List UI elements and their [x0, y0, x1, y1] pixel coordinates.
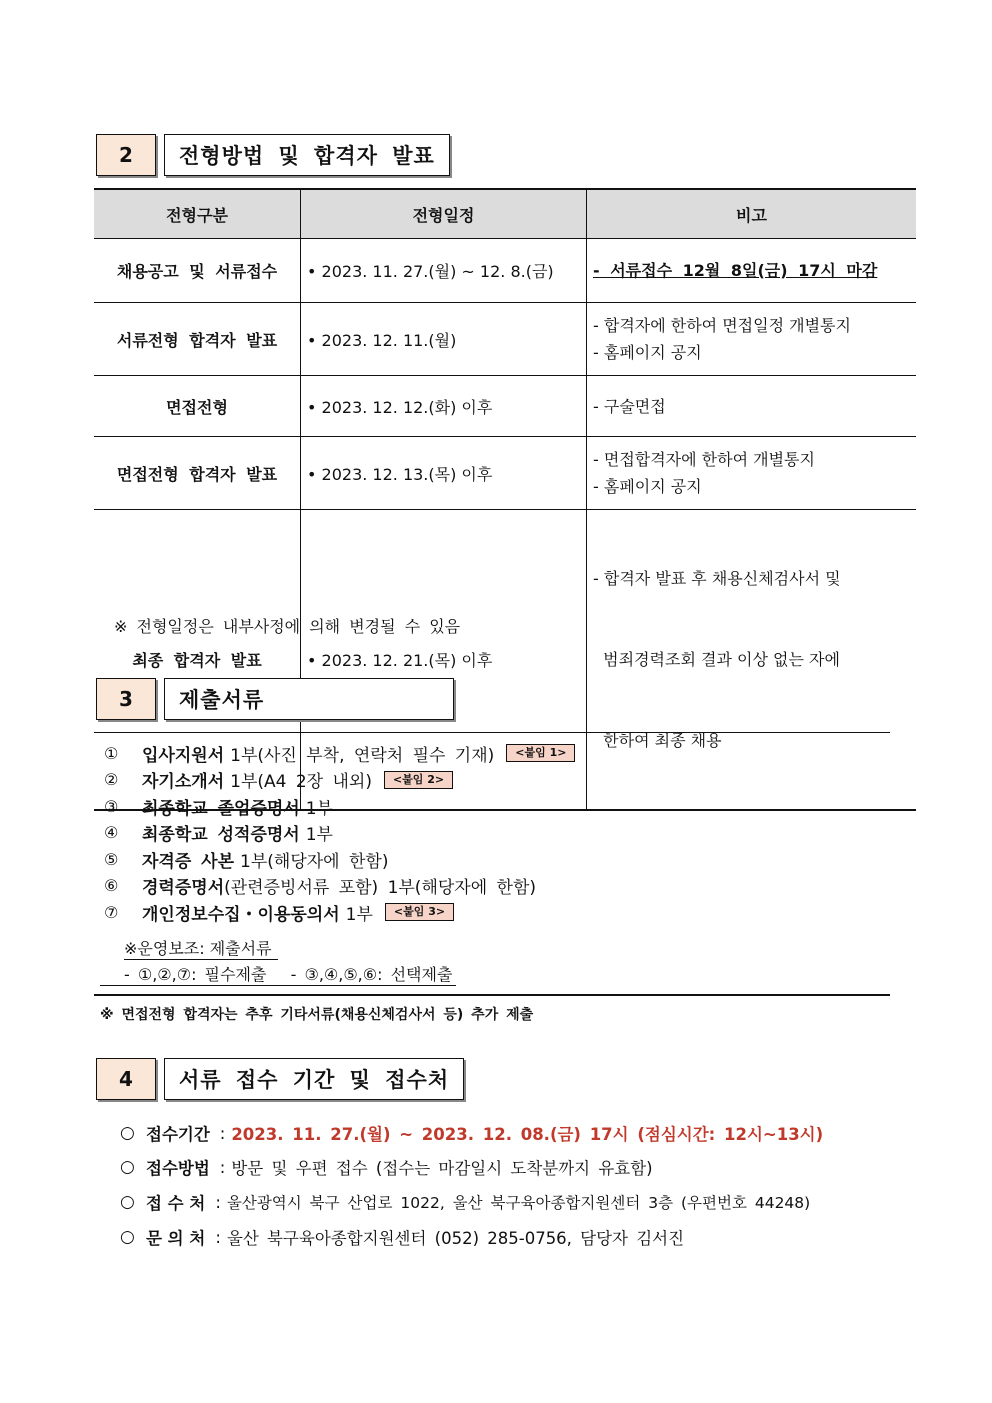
doc-detail: 1부	[345, 904, 373, 925]
date-cell: • 2023. 12. 21.(목) 이후	[301, 510, 587, 811]
header-notes: 비고	[587, 189, 917, 239]
notes-cell	[587, 510, 917, 811]
notes-cell	[587, 303, 917, 376]
stage-cell: 면접전형 합격자 발표	[94, 437, 301, 510]
attachment-badge: <붙임 1>	[506, 744, 575, 762]
receipt-value: 2023. 11. 27.(월) ~ 2023. 12. 08.(금) 17시 (점심시간: 12시~13시)	[231, 1125, 824, 1144]
section2-header	[96, 134, 450, 176]
operation-note: ※운영보조: 제출서류	[124, 936, 278, 960]
note-line: 한하여 최종 채용	[593, 731, 722, 750]
date-cell: • 2023. 12. 11.(월)	[301, 303, 587, 376]
doc-name: 경력증명서	[142, 878, 225, 899]
notes-cell	[587, 437, 917, 510]
divider	[94, 994, 890, 996]
doc-detail: 1부(A4 2장 내외)	[230, 772, 372, 793]
doc-detail: (관련증빙서류 포함) 1부(해당자에 한함)	[224, 878, 537, 899]
item-number: ③	[104, 796, 119, 816]
table-row	[94, 437, 916, 510]
table-row	[94, 376, 916, 437]
section4-number: 4	[96, 1058, 156, 1100]
note-line: - 서류접수 12월 8일(금) 17시 마감	[593, 261, 878, 280]
receipt-item	[120, 1121, 823, 1145]
item-number: ⑤	[104, 849, 119, 869]
circle-bullet-icon: ○	[120, 1192, 135, 1212]
doc-detail: 1부	[305, 798, 333, 819]
note-line: - 홈페이지 공지	[593, 477, 702, 496]
separator: :	[219, 1123, 226, 1143]
notes-cell	[587, 376, 917, 437]
header-date: 전형일정	[301, 189, 587, 239]
stage-cell: 서류전형 합격자 발표	[94, 303, 301, 376]
item-number: ⑦	[104, 902, 119, 922]
doc-name: 최종학교 졸업증명서	[142, 798, 300, 819]
doc-detail: 1부	[305, 825, 333, 846]
note-line: - 면접합격자에 한하여 개별통지	[593, 450, 815, 469]
section4-header	[96, 1058, 464, 1100]
notes-cell	[587, 239, 917, 303]
section3-number: 3	[96, 678, 156, 720]
separator: :	[219, 1157, 226, 1177]
receipt-item	[120, 1190, 810, 1214]
list-item	[104, 793, 575, 820]
circle-bullet-icon: ○	[120, 1123, 135, 1143]
item-number: ②	[104, 770, 119, 790]
stage-cell: 면접전형	[94, 376, 301, 437]
note-line: - 홈페이지 공지	[593, 343, 702, 362]
section4-title: 서류 접수 기간 및 접수처	[164, 1058, 464, 1100]
list-item	[104, 820, 575, 847]
section3-header	[96, 678, 454, 720]
documents-list	[104, 740, 575, 926]
list-item	[104, 846, 575, 873]
table-row	[94, 303, 916, 376]
schedule-note: ※ 전형일정은 내부사정에 의해 변경될 수 있음	[114, 617, 461, 636]
table-header-row	[94, 189, 916, 239]
date-cell: • 2023. 12. 12.(화) 이후	[301, 376, 587, 437]
section2-number: 2	[96, 134, 156, 176]
date-cell: • 2023. 11. 27.(월) ~ 12. 8.(금)	[301, 239, 587, 303]
doc-name: 최종학교 성적증명서	[142, 825, 300, 846]
doc-name: 입사지원서	[142, 745, 225, 766]
date-cell: • 2023. 12. 13.(목) 이후	[301, 437, 587, 510]
note-line: - 구술면접	[593, 396, 666, 416]
receipt-value: 방문 및 우편 접수 (접수는 마감일시 도착분까지 유효함)	[231, 1159, 653, 1178]
item-number: ①	[104, 743, 119, 763]
attachment-badge: <붙임 2>	[384, 771, 453, 789]
list-item	[104, 740, 575, 767]
list-item	[104, 767, 575, 794]
receipt-key: 접 수 처	[146, 1194, 206, 1213]
attachment-badge: <붙임 3>	[385, 903, 454, 921]
receipt-key: 접수방법	[146, 1159, 210, 1178]
table-row	[94, 239, 916, 303]
circle-bullet-icon: ○	[120, 1157, 135, 1177]
item-number: ④	[104, 823, 119, 843]
receipt-key: 문 의 처	[146, 1229, 206, 1248]
separator: :	[215, 1227, 221, 1247]
note-line: - 합격자 발표 후 채용신체검사서 및	[593, 569, 841, 588]
header-stage: 전형구분	[94, 189, 301, 239]
circle-bullet-icon: ○	[120, 1227, 135, 1247]
operation-subnote: - ①,②,⑦: 필수제출 - ③,④,⑤,⑥: 선택제출	[100, 962, 456, 986]
receipt-item	[120, 1225, 684, 1249]
note-line: - 합격자에 한하여 면접일정 개별통지	[593, 316, 851, 335]
doc-detail: 1부(사진 부착, 연락처 필수 기재)	[230, 745, 495, 766]
list-item	[104, 899, 575, 926]
section3-title: 제출서류	[164, 678, 454, 720]
separator: :	[215, 1192, 221, 1212]
doc-name: 자기소개서	[142, 772, 225, 793]
stage-cell: 채용공고 및 서류접수	[94, 239, 301, 303]
stage-cell: 최종 합격자 발표	[94, 510, 301, 811]
item-number: ⑥	[104, 876, 119, 896]
divider	[94, 732, 890, 733]
receipt-value: 울산광역시 북구 산업로 1022, 울산 북구육아종합지원센터 3층 (우편번호 44248)	[226, 1194, 811, 1212]
doc-name: 개인정보수집・이용동의서	[142, 904, 340, 925]
doc-name: 자격증 사본	[142, 851, 235, 872]
receipt-key: 접수기간	[146, 1125, 210, 1144]
section2-title: 전형방법 및 합격자 발표	[164, 134, 450, 176]
doc-detail: 1부(해당자에 한함)	[240, 851, 389, 872]
note-line: 범죄경력조회 결과 이상 없는 자에	[593, 650, 840, 669]
list-item	[104, 873, 575, 900]
receipt-item	[120, 1155, 653, 1179]
documents-note: ※ 면접전형 합격자는 추후 기타서류(채용신체검사서 등) 추가 제출	[100, 1007, 534, 1023]
receipt-value: 울산 북구육아종합지원센터 (052) 285-0756, 담당자 김서진	[226, 1229, 685, 1248]
